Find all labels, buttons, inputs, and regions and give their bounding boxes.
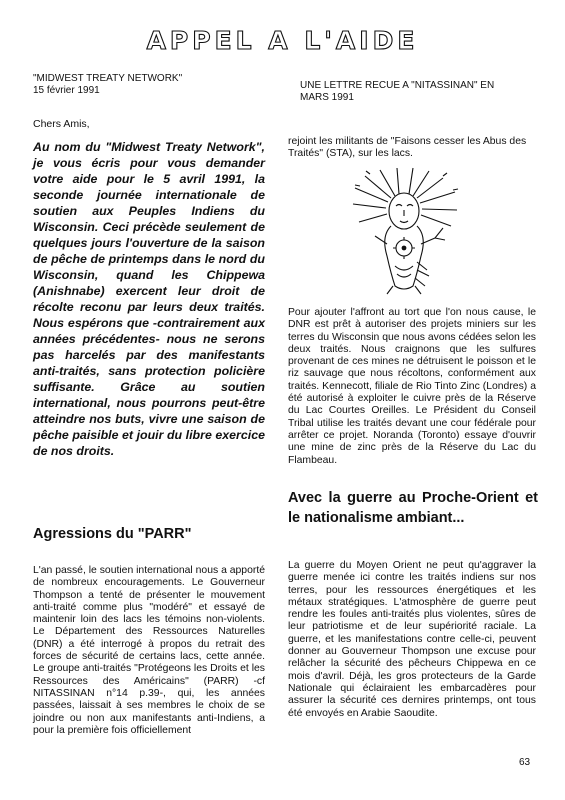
- body-paragraph-parr: L'an passé, le soutien international nous a apporté de nombreux encouragements. Le Gouverneur Thompson a tenté de présenter le mouvement anti-traité comme plus "modéré" et essayé de maintenir loin des lacs les témoins non-violents. Le Département des Ressources Naturelles (DNR) a été interrogé à propos du retrait des forces de sécurité de certains lacs, cette année. Le groupe anti-traités "Protégeons les Droits et les Ressources des Américains" (PARR) -cf NITASSINAN n°14 p.39-, qui, les années passées, laissait à ses membres le choix de se joindre ou non aux manifestants anti-Indiens, a pour la première fois officiellement: [33, 565, 265, 736]
- letter-header-source: [300, 80, 550, 104]
- section-heading-parr: Agressions du "PARR": [33, 526, 192, 542]
- salutation: Chers Amis,: [33, 118, 90, 130]
- body-paragraph-dnr: Pour ajouter l'affront au tort que l'on nous cause, le DNR est prêt à autoriser des projets miniers sur les terres du Wisconsin que nous avons cédées selon les deux traités. Nous craignons que les sulfures provenant de ces mines ne détruisent le poisson et le riz sauvage que nous récoltons, conformément aux traités. Kennecott, filiale de Rio Tinto Zinc (Londres) a été autorisé à exploiter le cuivre près de la Réserve du Lac Courtes Oreilles. Le Président du Conseil Tribal utilise les traités devant une cour fédérale pour arrêter ce projet. Noranda (Toronto) essaye d'ouvrir une mine de zinc près de la Réserve du Lac du Flambeau.: [288, 307, 536, 466]
- source-line-1: UNE LETTRE RECUE A "NITASSINAN" EN: [300, 80, 495, 91]
- sender-name: "MIDWEST TREATY NETWORK": [33, 73, 183, 84]
- native-figure-drawing-icon: [325, 166, 485, 301]
- section-heading-war: Avec la guerre au Proche-Orient et le nationalisme ambiant...: [288, 490, 538, 526]
- body-paragraph-continued: rejoint les militants de "Faisons cesser les Abus des Traités" (STA), sur les lacs.: [288, 136, 527, 160]
- body-paragraph-war: La guerre du Moyen Orient ne peut qu'aggraver la guerre menée ici contre les traités indiens sur nos terres, pour les ressources énergétiques et les métaux stratégiques. L'atmosphère de guerre peut rendre les foules anti-traités plus violentes, sûres de leur patriotisme et de leur supériorité raciale. La guerre, et les manifestations contre celle-ci, peuvent donner au Gouverneur Thompson une excuse pour relâcher la sécurité des pêcheurs Chippewa en ce mois d'avril. Déjà, les gros protecteurs de la Garde Nationale qui éclairaient les embarcadères pour assurer la sécurité ces dernires printemps, ont tous été envoyés en Arabie Saoudite.: [288, 560, 536, 719]
- intro-paragraph: Au nom du "Midwest Treaty Network", je vous écris pour vous demander votre aide pour le 5 avril 1991, la seconde journée internationale de soutien aux Peuples Indiens du Wisconsin. Ceci précède seulement de quelques jours l'ouverture de la saison de pêche de printemps dans le nord du Wisconsin, quand les Chippewa (Anishnabe) exercent leur droit de récolte reconu par leurs deux traités. Nous espérons que -contrairement aux années précédentes- nous ne serons pas harcelés par des manifestants anti-traités, sans protection policière suffisante. Grâce au soutien international, nous pourrons peut-être atteindre nos buts, vivre une saison de pêche paisible et jouir du libre exercice de nos droits.: [33, 140, 265, 458]
- source-line-2: MARS 1991: [300, 92, 354, 103]
- page-title: APPEL A L'AIDE: [146, 26, 419, 55]
- letter-header-sender: [33, 73, 182, 97]
- page-number: 63: [519, 757, 531, 768]
- letter-date: 15 février 1991: [33, 85, 100, 96]
